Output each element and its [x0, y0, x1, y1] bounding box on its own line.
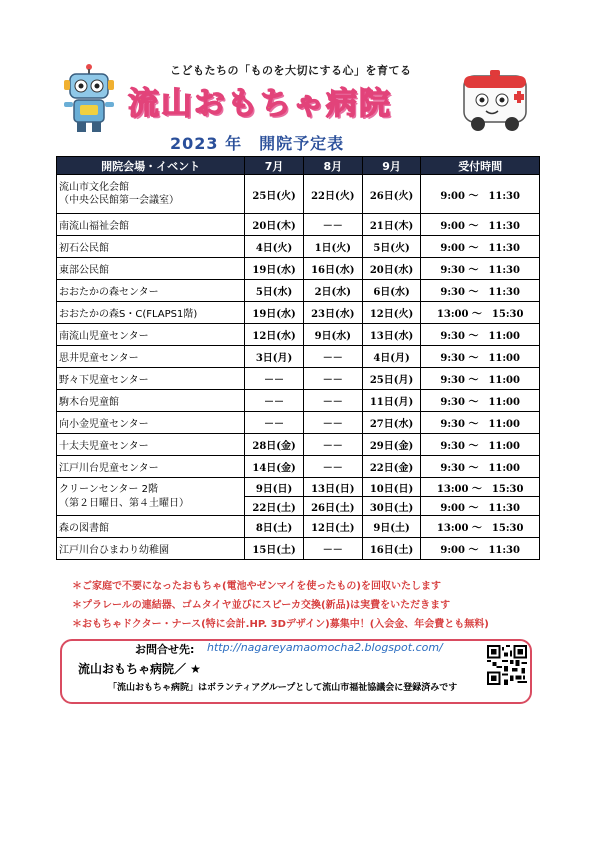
- july-date: －－: [245, 390, 304, 412]
- venue-sub: （第２日曜日、第４土曜日）: [59, 497, 189, 509]
- september-date: 4日(月): [362, 346, 421, 368]
- venue-name: 初石公民館: [57, 236, 245, 258]
- table-row: [57, 258, 540, 280]
- september-date: 12日(火): [362, 302, 421, 324]
- reception-time: 13:00 ～ 15:30: [421, 516, 540, 538]
- august-date: 26日(土): [303, 497, 362, 516]
- venue-name: 東部公民館: [57, 258, 245, 280]
- july-date: 19日(水): [245, 258, 304, 280]
- september-date: 30日(土): [362, 497, 421, 516]
- venue-name: 南流山福祉会館: [57, 214, 245, 236]
- july-date: －－: [245, 412, 304, 434]
- september-date: 5日(火): [362, 236, 421, 258]
- august-date: －－: [303, 214, 362, 236]
- august-date: 2日(水): [303, 280, 362, 302]
- table-row: [57, 538, 540, 560]
- reception-time: 9:30 ～ 11:00: [421, 368, 540, 390]
- venue-name: 江戸川台ひまわり幼稚園: [57, 538, 245, 560]
- table-header-row: [57, 157, 540, 175]
- august-date: 23日(水): [303, 302, 362, 324]
- september-date: 16日(土): [362, 538, 421, 560]
- september-date: 21日(木): [362, 214, 421, 236]
- july-date: 3日(月): [245, 346, 304, 368]
- venue-name: 流山市文化会館: [59, 182, 129, 193]
- september-date: 26日(火): [362, 175, 421, 214]
- qr-code-icon: [487, 645, 527, 685]
- august-date: 9日(水): [303, 324, 362, 346]
- september-date: 20日(水): [362, 258, 421, 280]
- august-date: －－: [303, 538, 362, 560]
- july-date: 28日(金): [245, 434, 304, 456]
- september-date: 10日(日): [362, 478, 421, 497]
- venue-name: おおたかの森センター: [57, 280, 245, 302]
- reception-time: 9:00 ～ 11:30: [421, 236, 540, 258]
- july-date: 14日(金): [245, 456, 304, 478]
- table-row: [57, 346, 540, 368]
- table-row: [57, 324, 540, 346]
- schedule-subtitle: 2023 年 開院予定表: [170, 134, 345, 153]
- august-date: －－: [303, 434, 362, 456]
- reception-time: 9:00 ～ 11:30: [421, 175, 540, 214]
- july-date: 20日(木): [245, 214, 304, 236]
- august-date: －－: [303, 368, 362, 390]
- september-date: 11日(月): [362, 390, 421, 412]
- venue-name: クリーンセンター 2階: [59, 483, 158, 495]
- reception-time: 9:30 ～ 11:30: [421, 258, 540, 280]
- column-header-reception-time: 受付時間: [421, 157, 540, 175]
- venue-name: 江戸川台児童センター: [57, 456, 245, 478]
- column-header-september: 9月: [362, 157, 421, 175]
- contact-name: 流山おもちゃ病院／ ★: [78, 662, 201, 676]
- reception-time: 9:30 ～ 11:00: [421, 346, 540, 368]
- venue-name: 十太夫児童センター: [57, 434, 245, 456]
- reception-time: 9:30 ～ 11:00: [421, 390, 540, 412]
- table-row: [57, 390, 540, 412]
- september-date: 9日(土): [362, 516, 421, 538]
- reception-time: 9:00 ～ 11:30: [421, 214, 540, 236]
- venue-name: おおたかの森S・C(FLAPS1階): [57, 302, 245, 324]
- july-date: 12日(水): [245, 324, 304, 346]
- reception-time: 9:30 ～ 11:00: [421, 412, 540, 434]
- venue-cell: [57, 478, 245, 516]
- september-date: 29日(金): [362, 434, 421, 456]
- table-row: [57, 175, 540, 214]
- august-date: －－: [303, 456, 362, 478]
- column-header-july: 7月: [245, 157, 304, 175]
- venue-name: 思井児童センター: [57, 346, 245, 368]
- robot-mascot-icon: [58, 64, 120, 134]
- table-row: [57, 456, 540, 478]
- august-date: 22日(火): [303, 175, 362, 214]
- venue-name: 野々下児童センター: [57, 368, 245, 390]
- reception-time: 9:00 ～ 11:30: [421, 497, 540, 516]
- reception-time: 9:30 ～ 11:00: [421, 324, 540, 346]
- contact-url-link[interactable]: http://nagareyamaomocha2.blogspot.com/: [207, 641, 443, 654]
- august-date: －－: [303, 390, 362, 412]
- july-date: 22日(土): [245, 497, 304, 516]
- reception-time: 13:00 ～ 15:30: [421, 478, 540, 497]
- venue-sub: （中央公民館第一会議室）: [59, 195, 179, 206]
- july-date: 15日(土): [245, 538, 304, 560]
- reception-time: 9:00 ～ 11:30: [421, 538, 540, 560]
- table-row: [57, 368, 540, 390]
- september-date: 6日(水): [362, 280, 421, 302]
- table-row: [57, 478, 540, 497]
- venue-name: 森の図書館: [57, 516, 245, 538]
- july-date: 8日(土): [245, 516, 304, 538]
- column-header-august: 8月: [303, 157, 362, 175]
- september-date: 13日(水): [362, 324, 421, 346]
- tagline: こどもたちの「ものを大切にする心」を育てる: [170, 64, 412, 77]
- july-date: －－: [245, 368, 304, 390]
- venue-cell: [57, 175, 245, 214]
- table-row: [57, 516, 540, 538]
- venue-name: 南流山児童センター: [57, 324, 245, 346]
- july-date: 5日(水): [245, 280, 304, 302]
- table-row: [57, 280, 540, 302]
- august-date: 13日(日): [303, 478, 362, 497]
- july-date: 25日(火): [245, 175, 304, 214]
- august-date: 12日(土): [303, 516, 362, 538]
- table-row: [57, 302, 540, 324]
- table-row: [57, 214, 540, 236]
- reception-time: 9:30 ～ 11:30: [421, 280, 540, 302]
- table-row: [57, 236, 540, 258]
- contact-label: お問合せ先:: [135, 643, 195, 656]
- september-date: 25日(月): [362, 368, 421, 390]
- august-date: 1日(火): [303, 236, 362, 258]
- table-row: [57, 434, 540, 456]
- reception-time: 9:30 ～ 11:00: [421, 456, 540, 478]
- august-date: 16日(水): [303, 258, 362, 280]
- july-date: 9日(日): [245, 478, 304, 497]
- september-date: 27日(水): [362, 412, 421, 434]
- note-collection: ＊ご家庭で不要になったおもちゃ(電池やゼンマイを使ったもの)を回収いたします: [72, 581, 441, 592]
- reception-time: 9:30 ～ 11:00: [421, 434, 540, 456]
- column-header-venue: 開院会場・イベント: [57, 157, 245, 175]
- september-date: 22日(金): [362, 456, 421, 478]
- table-row: [57, 412, 540, 434]
- schedule-table: [56, 156, 540, 560]
- note-recruitment: ＊おもちゃドクター・ナース(特に会計.HP. 3Dデザイン)募集中！(入会金、年会費とも無料): [72, 619, 489, 630]
- reception-time: 13:00 ～ 15:30: [421, 302, 540, 324]
- august-date: －－: [303, 346, 362, 368]
- note-parts-fee: ＊プラレールの連結器、ゴムタイヤ並びにスピーカ交換(新品)は実費をいただきます: [72, 600, 451, 611]
- registration-text: 「流山おもちゃ病院」はボランティアグループとして流山市福祉協議会に登録済みです: [108, 683, 458, 693]
- venue-name: 向小金児童センター: [57, 412, 245, 434]
- ambulance-mascot-icon: [460, 68, 532, 132]
- july-date: 19日(水): [245, 302, 304, 324]
- venue-name: 駒木台児童館: [57, 390, 245, 412]
- august-date: －－: [303, 412, 362, 434]
- page-title: 流山おもちゃ病院: [128, 86, 392, 122]
- july-date: 4日(火): [245, 236, 304, 258]
